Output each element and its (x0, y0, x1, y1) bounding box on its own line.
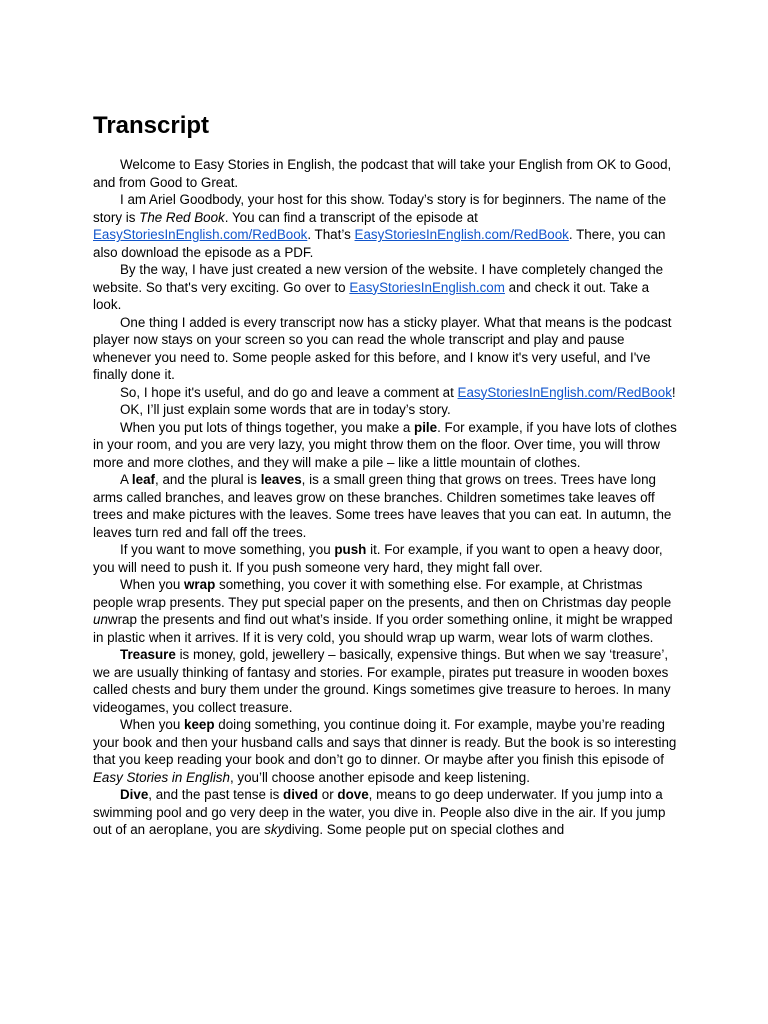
transcript-paragraph (93, 646, 677, 716)
website-link[interactable]: EasyStoriesInEnglish.com/RedBook (457, 384, 672, 400)
transcript-paragraph (93, 384, 677, 402)
paragraph-text: A (120, 472, 132, 487)
transcript-paragraph (93, 191, 677, 261)
vocabulary-term: pile (414, 419, 438, 435)
transcript-paragraph (93, 541, 677, 576)
transcript-paragraph (93, 261, 677, 314)
italic-text: Easy Stories in English (93, 769, 230, 785)
paragraph-text: diving. Some people put on special clothes and (284, 822, 565, 837)
transcript-paragraph (93, 576, 677, 646)
paragraph-text: . There, you can also download the episode as a PDF. (93, 227, 666, 260)
transcript-paragraph (93, 419, 677, 472)
paragraph-text: it. For example, if you want to open a heavy door, you will need to push it. If you push someone very hard, they might fall over. (93, 542, 663, 575)
paragraph-text: , is a small green thing that grows on trees. Trees have long arms called branches, and leaves grow on these branches. Children sometimes take leaves off trees and make pictures with the leaves. Some trees have leaves that you can eat. In autumn, the leaves turn red and fall off the trees. (93, 472, 672, 540)
paragraph-text: something, you cover it with something else. For example, at Christmas people wrap presents. They put special paper on the presents, and then on Christmas day people (93, 577, 672, 610)
vocabulary-term: Treasure (120, 647, 176, 662)
website-link[interactable]: EasyStoriesInEnglish.com/RedBook (93, 227, 308, 242)
paragraph-text: So, I hope it's useful, and do go and leave a comment at (120, 384, 458, 400)
vocabulary-term: leaves (260, 472, 302, 487)
paragraph-text: wrap the presents and find out what’s inside. If you order something online, it might be wrapped in plastic when it arrives. If it is very cold, you should wrap up warm, wear lots of warm clothes. (93, 612, 673, 645)
paragraph-text: , means to go deep underwater. If you jump into a swimming pool and go very deep in the water, you dive in. People also dive in the air. If you jump out of an aeroplane, you are (93, 787, 666, 837)
italic-text: The Red Book (139, 209, 225, 225)
paragraph-text: By the way, I have just created a new version of the website. I have completely changed the website. So that's very exciting. Go over to (93, 262, 664, 295)
document-page (93, 108, 677, 839)
italic-text: un (93, 612, 108, 627)
vocabulary-term: wrap (184, 577, 216, 592)
website-link[interactable]: EasyStoriesInEnglish.com/RedBook (354, 227, 569, 242)
transcript-body (93, 156, 677, 839)
vocabulary-term: dived (283, 787, 319, 802)
paragraph-text: . You can find a transcript of the episode at (224, 209, 478, 225)
paragraph-text: , and the past tense is (148, 787, 284, 802)
transcript-paragraph (93, 786, 677, 839)
paragraph-text: is money, gold, jewellery – basically, expensive things. But when we say ‘treasure’, we are usually thinking of fantasy and stories. For example, pirates put treasure in wooden boxes called chests and bury them under the ground. Kings sometimes give treasure to heroes. In many videogames, you collect treasure. (93, 647, 671, 715)
vocabulary-term: leaf (131, 472, 155, 487)
transcript-paragraph (93, 716, 677, 786)
paragraph-text: OK, I’ll just explain some words that are in today’s story. (120, 402, 451, 417)
vocabulary-term: dove (337, 787, 369, 802)
paragraph-text: , you’ll choose another episode and keep listening. (229, 769, 530, 785)
transcript-paragraph (93, 156, 677, 191)
vocabulary-term: Dive (120, 787, 149, 802)
paragraph-text: . That’s (307, 227, 355, 242)
paragraph-text: I am Ariel Goodbody, your host for this show. Today’s story is for beginners. The name of the story is (93, 192, 667, 225)
page-title: Transcript (93, 112, 210, 139)
paragraph-text: If you want to move something, you (120, 542, 335, 557)
website-link[interactable]: EasyStoriesInEnglish.com (349, 279, 505, 295)
paragraph-text: When you (120, 577, 185, 592)
transcript-paragraph (93, 314, 677, 384)
paragraph-text: When you put lots of things together, you make a (120, 419, 415, 435)
paragraph-text: Welcome to Easy Stories in English, the podcast that will take your English from OK to Good, and from Good to Great. (93, 157, 672, 190)
paragraph-text: and check it out. Take a look. (93, 279, 650, 312)
paragraph-text: One thing I added is every transcript now has a sticky player. What that means is the podcast player now stays on your screen so you can read the whole transcript and play and pause whenever you need to. Some people asked for this before, and I know it's very useful, and I've finally done it. (93, 314, 672, 382)
italic-text: sky (264, 822, 285, 837)
paragraph-text: or (318, 787, 338, 802)
paragraph-text: doing something, you continue doing it. For example, maybe you’re reading your book and then your husband calls and says that dinner is ready. But the book is so interesting that you keep reading your book and don’t go to dinner. Or maybe after you finish this episode of (93, 717, 677, 767)
paragraph-text: . For example, if you have lots of clothes in your room, and you are very lazy, you might throw them on the floor. Over time, you will throw more and more clothes, and they will make a pile – like a little mountain of clothes. (93, 419, 677, 470)
paragraph-text: When you (120, 717, 185, 732)
vocabulary-term: push (334, 542, 367, 557)
transcript-paragraph (93, 401, 677, 419)
paragraph-text: ! (671, 384, 676, 400)
vocabulary-term: keep (184, 717, 215, 732)
paragraph-text: , and the plural is (155, 472, 261, 487)
transcript-paragraph (93, 471, 677, 541)
